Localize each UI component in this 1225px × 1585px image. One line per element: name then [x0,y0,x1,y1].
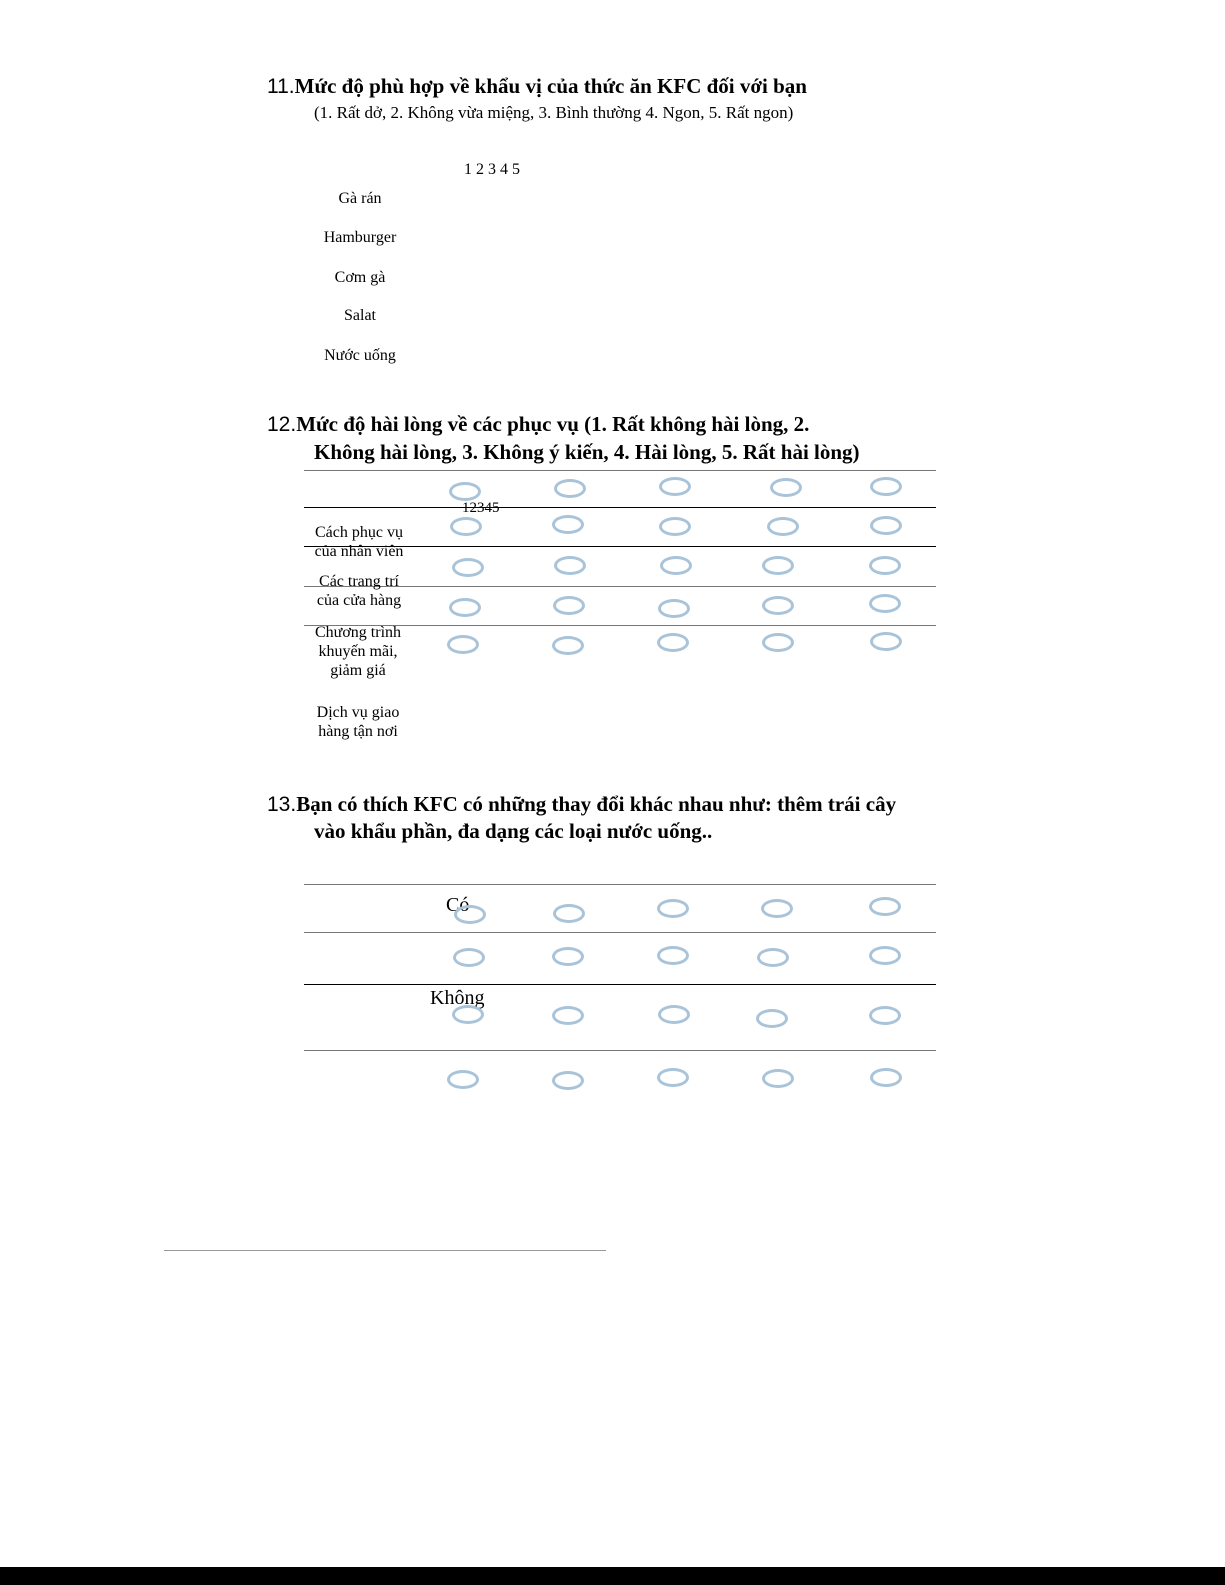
q13-radio[interactable] [657,946,689,965]
q12-radio[interactable] [659,477,691,496]
q13-rule-2 [304,984,936,985]
q11-item-salat: Salat [344,307,376,324]
q12-radio[interactable] [449,482,481,501]
q11-scale-note: (1. Rất dở, 2. Không vừa miệng, 3. Bình thường 4. Ngon, 5. Rất ngon) [314,103,794,122]
q13-radio[interactable] [658,1005,690,1024]
q12-radio[interactable] [658,599,690,618]
q13-rule-1 [304,932,936,933]
q12-radio[interactable] [452,558,484,577]
q12-radio[interactable] [870,632,902,651]
q13-radio[interactable] [870,1068,902,1087]
q13-title-line1: Bạn có thích KFC có những thay đổi khác nhau như: thêm trái cây [296,792,897,816]
page-bottom-bar [0,1567,1225,1585]
q13-rule-top [304,884,936,885]
q12-radio[interactable] [767,517,799,536]
q13-title [267,792,896,817]
q13-radio[interactable] [552,1071,584,1090]
q12-radio[interactable] [554,556,586,575]
q12-radio[interactable] [869,556,901,575]
q13-radio[interactable] [757,948,789,967]
q12-rule-1 [304,507,936,508]
footnote-separator [164,1250,606,1251]
q13-radio[interactable] [869,946,901,965]
q12-item-delivery-line1: Dịch vụ giao [316,704,400,721]
q12-item-decor-line1: Các trang trí [319,573,399,590]
q11-title [267,74,807,99]
q11-item-ga-ran: Gà rán [338,190,382,207]
q12-radio[interactable] [657,633,689,652]
q12-radio[interactable] [762,596,794,615]
q12-item-promo-line3: giảm giá [330,662,386,679]
q13-radio[interactable] [552,947,584,966]
q13-rule-3 [304,1050,936,1051]
q12-radio[interactable] [660,556,692,575]
q12-radio[interactable] [762,556,794,575]
q12-item-service [299,523,419,561]
q13-radio[interactable] [657,1068,689,1087]
q12-number: 12. [267,413,297,436]
q12-rule-top [304,470,936,471]
q12-radio[interactable] [870,516,902,535]
q11-title-text: Mức độ phù hợp về khẩu vị của thức ăn KFC đối với bạn [294,74,807,98]
q11-number: 11. [267,75,295,98]
q12-radio[interactable] [762,633,794,652]
q12-scale-header: 12345 [462,500,500,516]
q12-item-service-line2: của nhân viên [314,543,404,560]
q12-title [267,412,809,437]
q13-radio[interactable] [756,1009,788,1028]
q12-radio[interactable] [552,515,584,534]
q12-title-line2: Không hài lòng, 3. Không ý kiến, 4. Hài lòng, 5. Rất hài lòng) [314,440,860,464]
q12-item-promo-line1: Chương trình [314,624,402,641]
q13-number: 13. [267,793,297,816]
q12-radio[interactable] [554,479,586,498]
q12-item-decor-line2: của cửa hàng [316,592,402,609]
q12-radio[interactable] [450,517,482,536]
q11-item-hamburger: Hamburger [323,229,397,246]
q12-item-delivery [298,703,418,741]
q12-title-line1: Mức độ hài lòng về các phục vụ (1. Rất không hài lòng, 2. [296,412,810,436]
q12-item-promo [298,623,418,680]
q12-item-decor [299,572,419,610]
q13-radio[interactable] [869,1006,901,1025]
q12-radio[interactable] [870,477,902,496]
q13-radio[interactable] [869,897,901,916]
q12-radio[interactable] [447,635,479,654]
q13-radio[interactable] [553,904,585,923]
q13-radio[interactable] [552,1006,584,1025]
q12-radio[interactable] [770,478,802,497]
q13-radio[interactable] [657,899,689,918]
q11-item-com-ga: Cơm gà [334,269,386,286]
q13-radio[interactable] [447,1070,479,1089]
q13-option-khong: Không [430,987,485,1009]
q12-radio[interactable] [553,596,585,615]
q12-item-delivery-line2: hàng tận nơi [318,723,398,740]
q11-item-nuoc-uong: Nước uống [324,347,396,364]
q13-option-co: Có [446,894,470,916]
q11-scale-header: 1 2 3 4 5 [464,161,520,178]
q12-radio[interactable] [552,636,584,655]
q12-radio[interactable] [869,594,901,613]
q13-title-line2: vào khẩu phần, đa dạng các loại nước uống.. [314,819,713,843]
q13-radio[interactable] [453,948,485,967]
q12-item-promo-line2: khuyến mãi, [318,643,398,660]
q12-radio[interactable] [449,598,481,617]
q12-radio[interactable] [659,517,691,536]
q12-item-service-line1: Cách phục vụ [315,524,403,541]
q13-radio[interactable] [762,1069,794,1088]
q13-radio[interactable] [454,905,486,924]
q13-radio[interactable] [761,899,793,918]
q13-radio[interactable] [452,1005,484,1024]
